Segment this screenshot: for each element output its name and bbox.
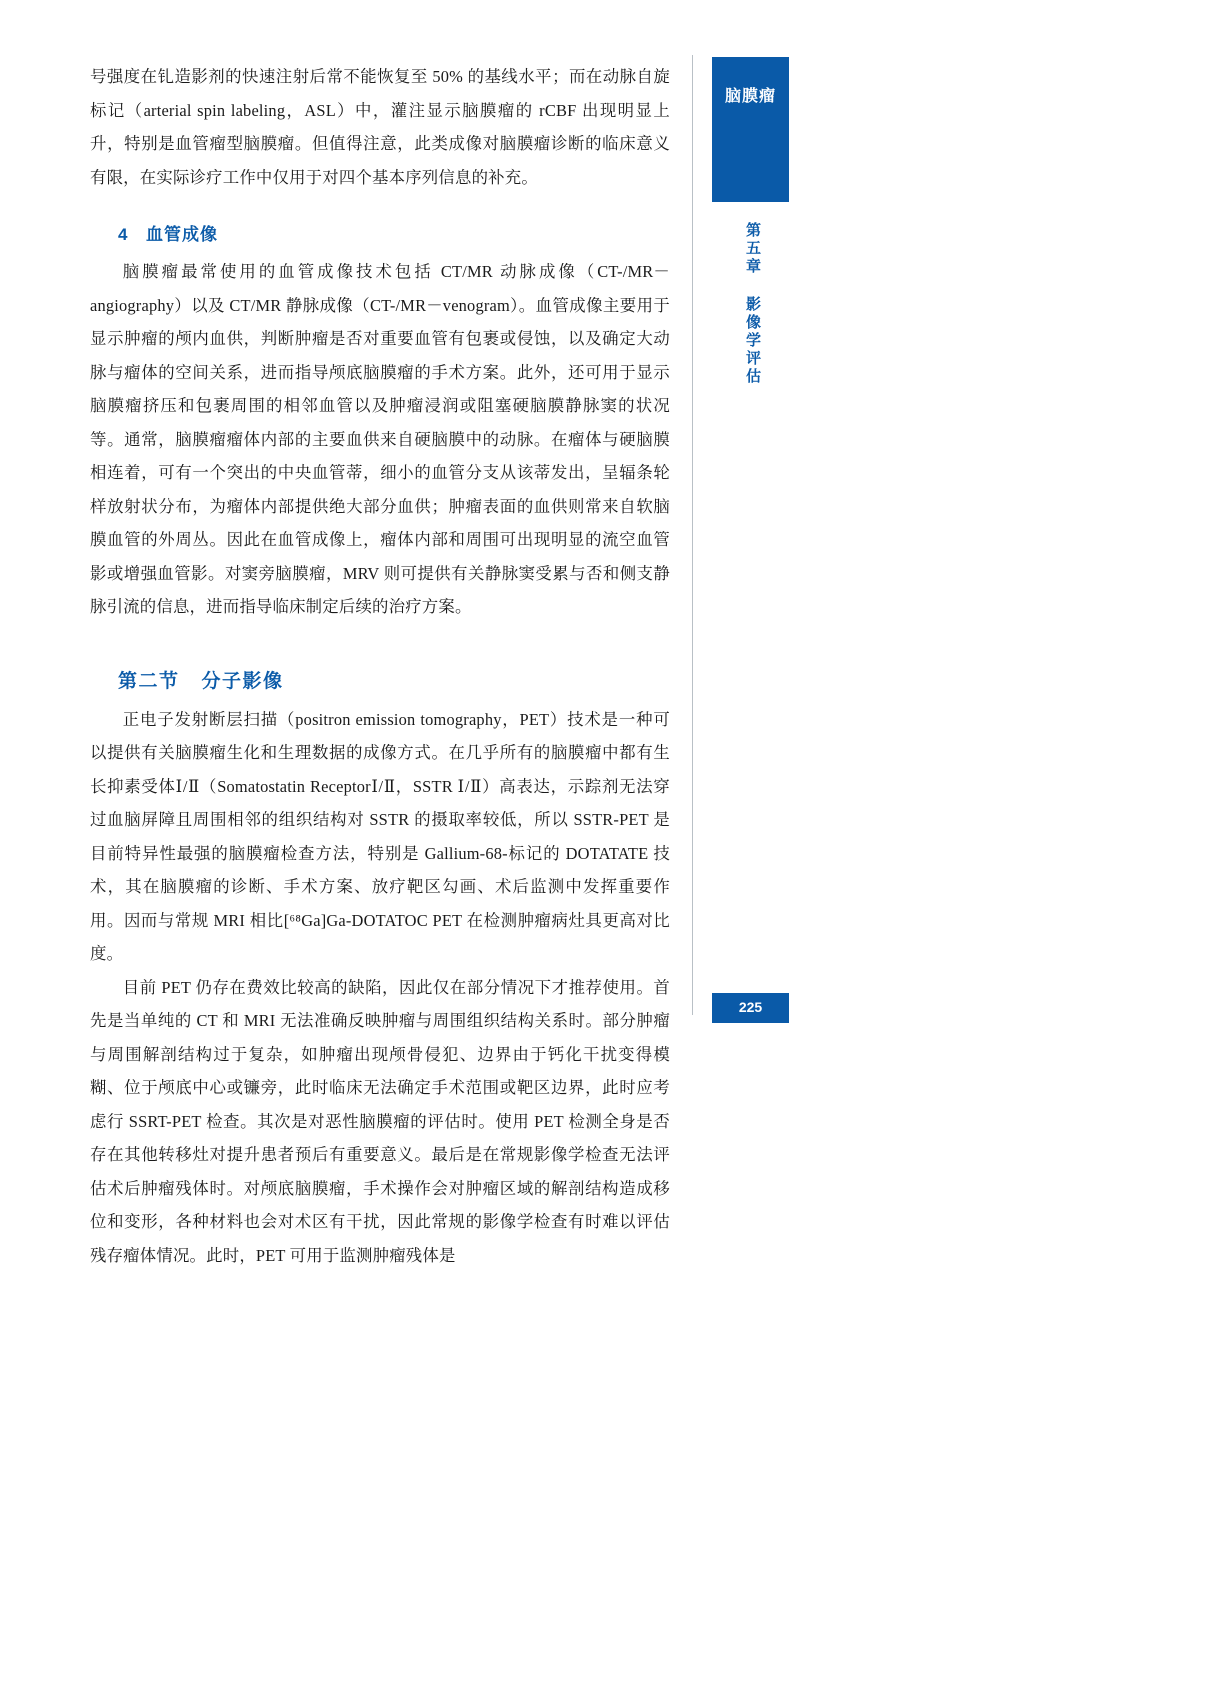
side-chapter-marker	[712, 222, 789, 442]
side-tab-topic-label: 脑膜瘤	[724, 88, 776, 105]
side-chapter-label: 第五章 影像学评估	[744, 222, 761, 386]
paragraph-pet-usage: 目前 PET 仍存在费效比较高的缺陷，因此仅在部分情况下才推荐使用。首先是当单纯的 CT 和 MRI 无法准确反映肿瘤与周围组织结构关系时。部分肿瘤与周围解剖结构过于复杂，如肿瘤出现颅骨侵犯、边界由于钙化干扰变得模糊、位于颅底中心或镰旁，此时临床无法确定手术范围或靶区边界，此时应考虑行 SSRT-PET 检查。其次是对恶性脑膜瘤的评估时。使用 PET 检测全身是否存在其他转移灶对提升患者预后有重要意义。最后是在常规影像学检查无法评估术后肿瘤残体时。对颅底脑膜瘤，手术操作会对肿瘤区域的解剖结构造成移位和变形，各种材料也会对术区有干扰，因此常规的影像学检查有时难以评估残存瘤体情况。此时，PET 可用于监测肿瘤残体是	[90, 977, 670, 1265]
section-heading-2	[90, 666, 670, 693]
section-heading-title: 分子影像	[201, 670, 284, 692]
page-number-badge	[712, 993, 789, 1023]
spacer	[90, 245, 670, 255]
side-tab-topic	[712, 57, 789, 202]
paragraph-continuation: 号强度在钆造影剂的快速注射后常不能恢复至 50% 的基线水平；而在动脉自旋标记（arterial spin labeling，ASL）中，灌注显示脑膜瘤的 rCBF 出现明显上升，特别是血管瘤型脑膜瘤。但值得注意，此类成像对脑膜瘤诊断的临床意义有限，在实际诊疗工作中仅用于对四个基本序列信息的补充。	[90, 67, 670, 187]
spacer	[90, 693, 670, 703]
column-divider-rule	[692, 55, 693, 1015]
paragraph-pet-intro: 正电子发射断层扫描（positron emission tomography，PET）技术是一种可以提供有关脑膜瘤生化和生理数据的成像方式。在几乎所有的脑膜瘤中都有生长抑素受体Ⅰ/Ⅱ（Somatostatin ReceptorⅠ/Ⅱ，SSTR Ⅰ/Ⅱ）高表达，示踪剂无法穿过血脑屏障且周围相邻的组织结构对 SSTR 的摄取率较低，所以 SSTR-PET 是目前特异性最强的脑膜瘤检查方法，特别是 Gallium-68-标记的 DOTATATE 技术，其在脑膜瘤的诊断、手术方案、放疗靶区勾画、术后监测中发挥重要作用。因而与常规 MRI 相比[⁶⁸Ga]Ga-DOTATOC PET 在检测肿瘤病灶具更高对比度。	[90, 709, 670, 963]
main-text-column	[90, 60, 670, 1272]
subheading-4-title: 血管成像	[146, 225, 218, 244]
section-heading-label: 第二节	[118, 670, 180, 692]
paragraph-vascular-imaging: 脑膜瘤最常使用的血管成像技术包括 CT/MR 动脉成像（CT-/MR－angiography）以及 CT/MR 静脉成像（CT-/MR－venogram）。血管成像主要用于显示肿瘤的颅内血供，判断肿瘤是否对重要血管有包裹或侵蚀，以及确定大动脉与瘤体的空间关系，进而指导颅底脑膜瘤的手术方案。此外，还可用于显示脑膜瘤挤压和包裹周围的相邻血管以及肿瘤浸润或阻塞硬脑膜静脉窦的状况等。通常，脑膜瘤瘤体内部的主要血供来自硬脑膜中的动脉。在瘤体与硬脑膜相连着，可有一个突出的中央血管蒂，细小的血管分支从该蒂发出，呈辐条轮样放射状分布，为瘤体内部提供绝大部分血供；肿瘤表面的血供则常来自软脑膜血管的外周丛。因此在血管成像上，瘤体内部和周围可出现明显的流空血管影或增强血管影。对窦旁脑膜瘤，MRV 则可提供有关静脉窦受累与否和侧支静脉引流的信息，进而指导临床制定后续的治疗方案。	[90, 262, 670, 616]
spacer	[90, 194, 670, 220]
page-number: 225	[738, 999, 763, 1015]
spacer	[90, 624, 670, 666]
subheading-4-number: 4	[118, 225, 129, 244]
subheading-4	[90, 220, 670, 245]
